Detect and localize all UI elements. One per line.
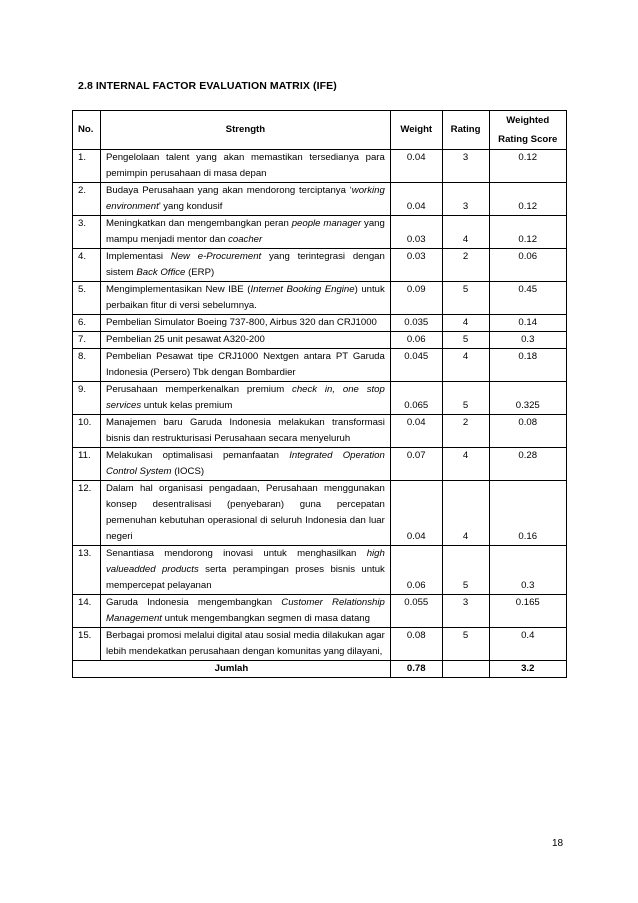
weight-cell: 0.06 xyxy=(390,546,442,595)
table-body xyxy=(73,150,567,661)
rating-cell: 5 xyxy=(442,282,489,315)
strength-cell: Garuda Indonesia mengembangkan Customer Relationship Management untuk mengembangkan segmen di masa datang xyxy=(100,595,390,628)
header-rating: Rating xyxy=(442,111,489,150)
row-number: 5. xyxy=(73,282,101,315)
weight-cell: 0.04 xyxy=(390,150,442,183)
rating-cell: 4 xyxy=(442,481,489,546)
row-number: 11. xyxy=(73,448,101,481)
row-number: 4. xyxy=(73,249,101,282)
weight-cell: 0.065 xyxy=(390,382,442,415)
row-number: 9. xyxy=(73,382,101,415)
weight-cell: 0.09 xyxy=(390,282,442,315)
rating-cell: 5 xyxy=(442,382,489,415)
weight-cell: 0.045 xyxy=(390,349,442,382)
total-row xyxy=(73,661,567,678)
table-row xyxy=(73,216,567,249)
weight-cell: 0.04 xyxy=(390,415,442,448)
table-row xyxy=(73,595,567,628)
total-score: 3.2 xyxy=(489,661,567,678)
table-row xyxy=(73,150,567,183)
table-row xyxy=(73,282,567,315)
score-cell: 0.08 xyxy=(489,415,567,448)
strength-cell: Meningkatkan dan mengembangkan peran people manager yang mampu menjadi mentor dan coacher xyxy=(100,216,390,249)
score-cell: 0.18 xyxy=(489,349,567,382)
row-number: 10. xyxy=(73,415,101,448)
header-no: No. xyxy=(73,111,101,150)
table-row xyxy=(73,349,567,382)
score-cell: 0.4 xyxy=(489,628,567,661)
row-number: 3. xyxy=(73,216,101,249)
strength-cell: Budaya Perusahaan yang akan mendorong terciptanya ‘working environment’ yang kondusif xyxy=(100,183,390,216)
score-cell: 0.28 xyxy=(489,448,567,481)
strength-cell: Pembelian Pesawat tipe CRJ1000 Nextgen antara PT Garuda Indonesia (Persero) Tbk dengan Bombardier xyxy=(100,349,390,382)
strength-cell: Manajemen baru Garuda Indonesia melakukan transformasi bisnis dan restrukturisasi Perusahaan secara menyeluruh xyxy=(100,415,390,448)
score-cell: 0.3 xyxy=(489,332,567,349)
rating-cell: 5 xyxy=(442,628,489,661)
rating-cell: 3 xyxy=(442,595,489,628)
weight-cell: 0.055 xyxy=(390,595,442,628)
strength-cell: Pembelian 25 unit pesawat A320-200 xyxy=(100,332,390,349)
total-label: Jumlah xyxy=(73,661,391,678)
strength-cell: Senantiasa mendorong inovasi untuk menghasilkan high valueadded products serta perampingan proses bisnis untuk mempercepat pelayanan xyxy=(100,546,390,595)
row-number: 14. xyxy=(73,595,101,628)
strength-cell: Melakukan optimalisasi pemanfaatan Integrated Operation Control System (IOCS) xyxy=(100,448,390,481)
score-cell: 0.12 xyxy=(489,216,567,249)
table-row xyxy=(73,332,567,349)
row-number: 12. xyxy=(73,481,101,546)
rating-cell: 4 xyxy=(442,448,489,481)
header-weighted-score: Weighted Rating Score xyxy=(489,111,567,150)
row-number: 8. xyxy=(73,349,101,382)
rating-cell: 3 xyxy=(442,150,489,183)
score-cell: 0.12 xyxy=(489,150,567,183)
score-cell: 0.14 xyxy=(489,315,567,332)
rating-cell: 2 xyxy=(442,249,489,282)
weight-cell: 0.08 xyxy=(390,628,442,661)
table-row xyxy=(73,628,567,661)
score-cell: 0.3 xyxy=(489,546,567,595)
strength-cell: Berbagai promosi melalui digital atau sosial media dilakukan agar lebih mendekatkan perusahaan dengan komunitas yang dilayani, xyxy=(100,628,390,661)
strength-cell: Pengelolaan talent yang akan memastikan tersedianya para pemimpin perusahaan di masa depan xyxy=(100,150,390,183)
table-row xyxy=(73,382,567,415)
weight-cell: 0.04 xyxy=(390,481,442,546)
weight-cell: 0.03 xyxy=(390,216,442,249)
header-strength: Strength xyxy=(100,111,390,150)
row-number: 7. xyxy=(73,332,101,349)
header-weight: Weight xyxy=(390,111,442,150)
row-number: 15. xyxy=(73,628,101,661)
weight-cell: 0.03 xyxy=(390,249,442,282)
score-cell: 0.45 xyxy=(489,282,567,315)
rating-cell: 5 xyxy=(442,546,489,595)
weight-cell: 0.04 xyxy=(390,183,442,216)
rating-cell: 4 xyxy=(442,349,489,382)
table-row xyxy=(73,481,567,546)
rating-cell: 2 xyxy=(442,415,489,448)
row-number: 2. xyxy=(73,183,101,216)
table-row xyxy=(73,448,567,481)
rating-cell: 4 xyxy=(442,216,489,249)
rating-cell: 5 xyxy=(442,332,489,349)
row-number: 1. xyxy=(73,150,101,183)
row-number: 6. xyxy=(73,315,101,332)
table-header-row xyxy=(73,111,567,150)
weight-cell: 0.035 xyxy=(390,315,442,332)
strength-cell: Perusahaan memperkenalkan premium check in, one stop services untuk kelas premium xyxy=(100,382,390,415)
table-row xyxy=(73,415,567,448)
score-cell: 0.16 xyxy=(489,481,567,546)
strength-cell: Pembelian Simulator Boeing 737-800, Airbus 320 dan CRJ1000 xyxy=(100,315,390,332)
score-cell: 0.06 xyxy=(489,249,567,282)
weight-cell: 0.07 xyxy=(390,448,442,481)
total-weight: 0.78 xyxy=(390,661,442,678)
table-row xyxy=(73,546,567,595)
score-cell: 0.12 xyxy=(489,183,567,216)
total-rating xyxy=(442,661,489,678)
strength-cell: Implementasi New e-Procurement yang terintegrasi dengan sistem Back Office (ERP) xyxy=(100,249,390,282)
strength-cell: Mengimplementasikan New IBE (Internet Booking Engine) untuk perbaikan fitur di versi sebelumnya. xyxy=(100,282,390,315)
section-heading: 2.8 INTERNAL FACTOR EVALUATION MATRIX (IFE) xyxy=(78,80,337,92)
score-cell: 0.165 xyxy=(489,595,567,628)
rating-cell: 3 xyxy=(442,183,489,216)
weight-cell: 0.06 xyxy=(390,332,442,349)
score-cell: 0.325 xyxy=(489,382,567,415)
table-row xyxy=(73,249,567,282)
table-row xyxy=(73,183,567,216)
strength-cell: Dalam hal organisasi pengadaan, Perusahaan menggunakan konsep desentralisasi (penyebaran) guna percepatan pemenuhan kebutuhan operasional di seluruh Indonesia dan luar negeri xyxy=(100,481,390,546)
ife-matrix-table xyxy=(72,110,567,678)
rating-cell: 4 xyxy=(442,315,489,332)
page-number: 18 xyxy=(552,838,564,849)
row-number: 13. xyxy=(73,546,101,595)
table-row xyxy=(73,315,567,332)
